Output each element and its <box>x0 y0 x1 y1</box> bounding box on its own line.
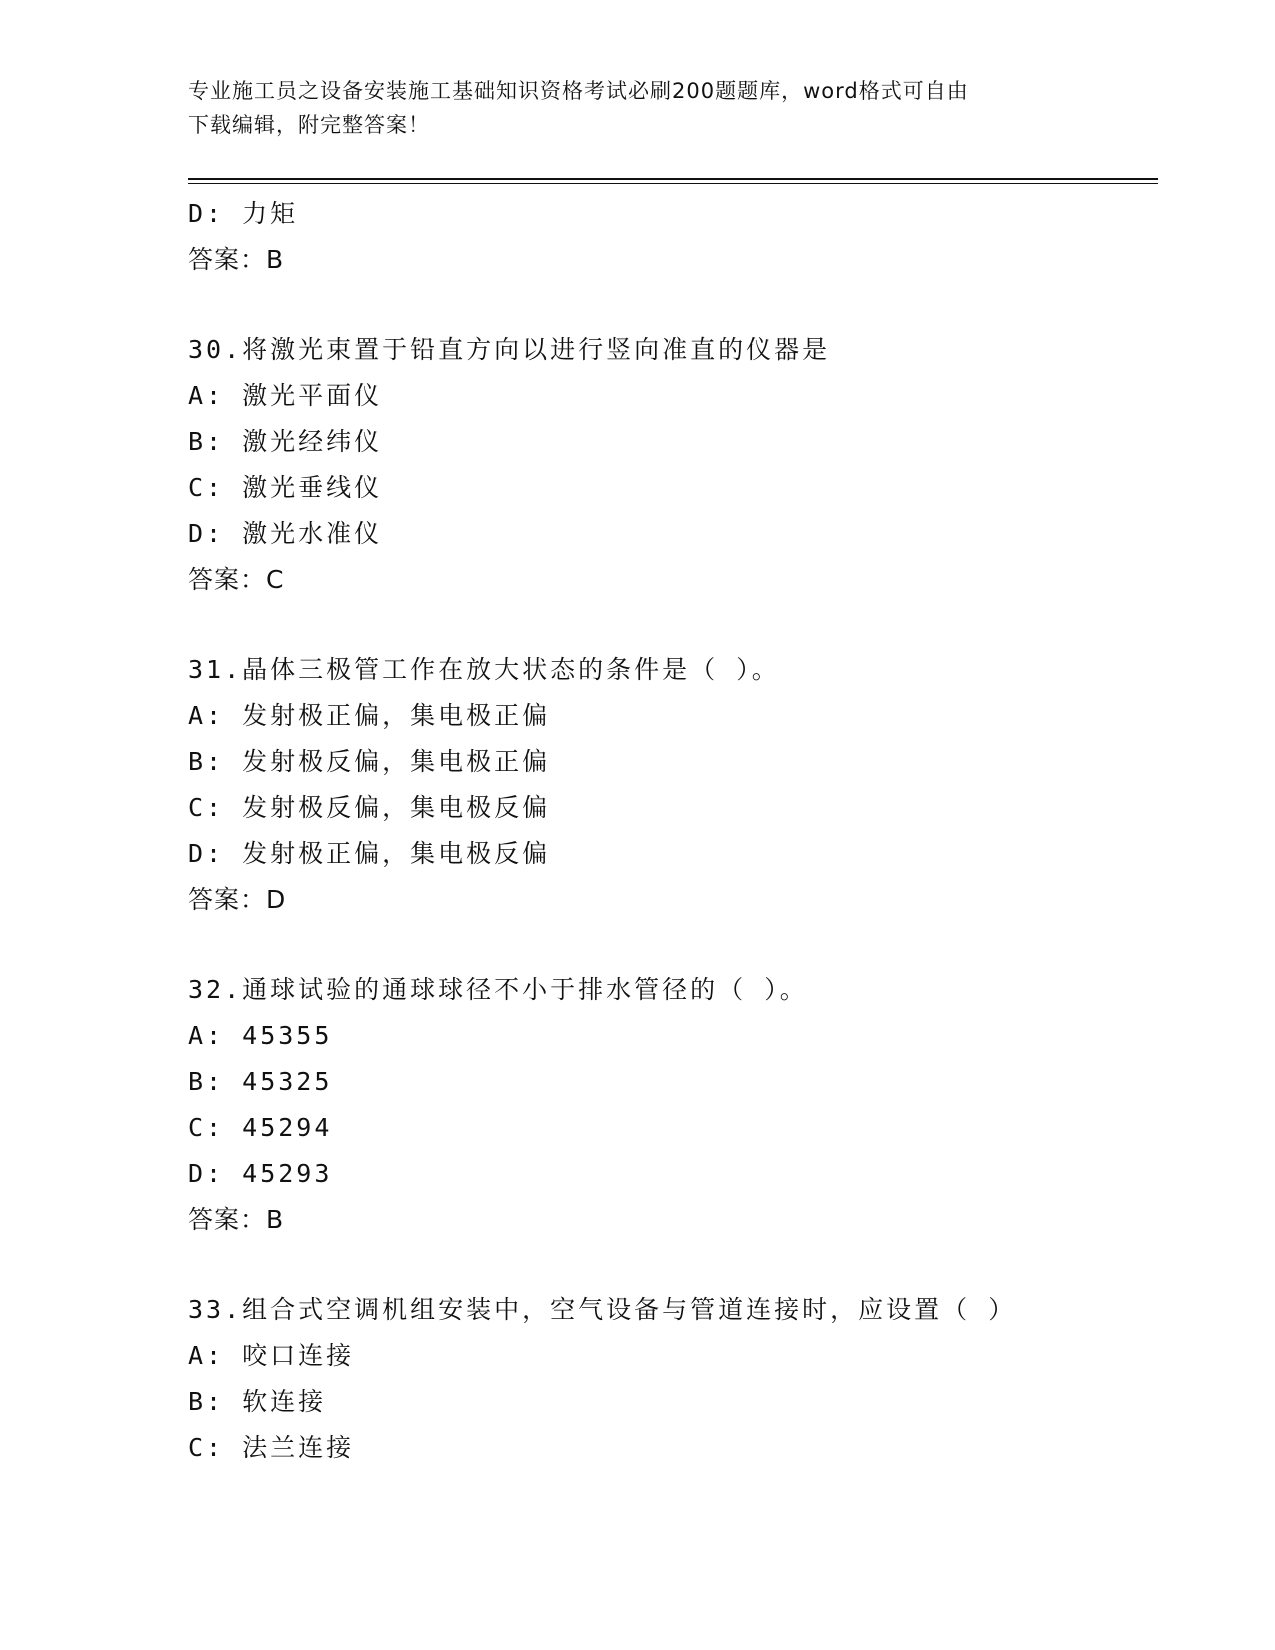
header-divider-thick <box>188 178 1158 180</box>
option-b: B: 发射极反偏，集电极正偏 <box>188 747 551 776</box>
question-block <box>188 1287 1148 1471</box>
answer-line: 答案：B <box>188 245 285 274</box>
option-b: B: 软连接 <box>188 1387 327 1416</box>
option-a: A: 咬口连接 <box>188 1341 355 1370</box>
option-c: C: 法兰连接 <box>188 1433 355 1462</box>
question-stem: 33.组合式空调机组安装中，空气设备与管道连接时，应设置（ ） <box>188 1295 1017 1324</box>
header-title-line2: 下载编辑，附完整答案！ <box>188 113 430 137</box>
option-d: D: 激光水准仪 <box>188 519 383 548</box>
option-a: A: 发射极正偏，集电极正偏 <box>188 701 551 730</box>
answer-line: 答案：B <box>188 1205 285 1234</box>
document-body <box>188 191 1148 1471</box>
option-a: A: 45355 <box>188 1021 333 1050</box>
option-a: A: 激光平面仪 <box>188 381 383 410</box>
question-stem: 32.通球试验的通球球径不小于排水管径的（ ）。 <box>188 975 808 1004</box>
answer-line: 答案：C <box>188 565 285 594</box>
option-c: C: 激光垂线仪 <box>188 473 383 502</box>
option-c: C: 发射极反偏，集电极反偏 <box>188 793 551 822</box>
option-d: D: 力矩 <box>188 199 299 228</box>
option-c: C: 45294 <box>188 1113 333 1142</box>
question-block <box>188 327 1148 603</box>
question-block <box>188 967 1148 1243</box>
header-title-line1: 专业施工员之设备安装施工基础知识资格考试必刷200题题库，word格式可自由 <box>188 79 969 103</box>
question-stem: 30.将激光束置于铅直方向以进行竖向准直的仪器是 <box>188 335 831 364</box>
header-divider-thin <box>188 183 1158 184</box>
option-b: B: 45325 <box>188 1067 333 1096</box>
option-d: D: 发射极正偏，集电极反偏 <box>188 839 551 868</box>
question-block <box>188 647 1148 923</box>
question-stem: 31.晶体三极管工作在放大状态的条件是（ ）。 <box>188 655 780 684</box>
answer-line: 答案：D <box>188 885 287 914</box>
option-d: D: 45293 <box>188 1159 333 1188</box>
option-b: B: 激光经纬仪 <box>188 427 383 456</box>
document-header <box>188 74 1088 142</box>
